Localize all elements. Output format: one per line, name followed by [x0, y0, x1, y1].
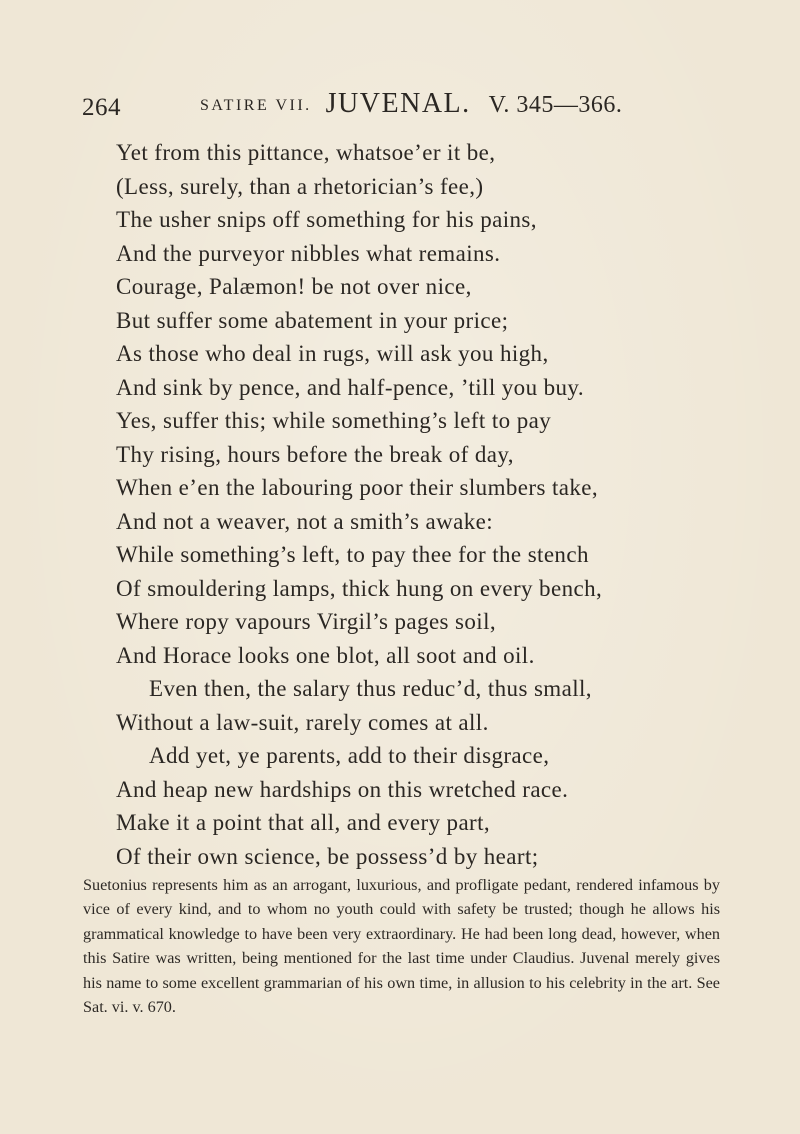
verse-line: When e’en the labouring poor their slumbers take, [116, 475, 599, 500]
verse-line: Courage, Palæmon! be not over nice, [116, 274, 472, 299]
footnote: Suetonius represents him as an arrogant, luxurious, and profligate pedant, rendered infamous by vice of every kind, and to whom no youth could with safety be trusted; though he allows his grammatical knowledge to have been very extraordinary. He had been long dead, however, when this Satire was written, being mentioned for the last time under Claudius. Juvenal merely gives his name to some excellent grammarian of his own time, in allusion to his celebrity in the art. See Sat. vi. v. 670. [83, 876, 720, 1017]
verse-line: (Less, surely, than a rhetorician’s fee,) [116, 173, 484, 199]
verse-line: And not a weaver, not a smith’s awake: [116, 508, 494, 534]
author-name: JUVENAL. [325, 88, 471, 119]
verse-line: Make it a point that all, and every part, [116, 810, 491, 835]
verse-line: While something’s left, to pay thee for the stench [116, 542, 589, 567]
verse-line: Thy rising, hours before the break of day, [116, 441, 514, 467]
verse-line: Where ropy vapours Virgil’s pages soil, [116, 609, 497, 634]
running-head [82, 88, 722, 128]
verse-line: As those who deal in rugs, will ask you high, [116, 341, 549, 366]
verse-line: But suffer some abatement in your price; [116, 307, 509, 333]
page-number: 264 [82, 94, 121, 121]
verse-line: And Horace looks one blot, all soot and oil. [116, 642, 535, 668]
verse-line: And heap new hardships on this wretched race. [116, 776, 569, 802]
verse-line: Add yet, ye parents, add to their disgrace, [149, 743, 550, 768]
verse-line: And sink by pence, and half-pence, ’till you buy. [116, 374, 584, 400]
verse-line: Of smouldering lamps, thick hung on every bench, [116, 575, 603, 601]
verse-line: Yet from this pittance, whatsoe’er it be, [116, 140, 496, 165]
verse-line: Even then, the salary thus reduc’d, thus small, [149, 676, 592, 701]
verse-range: V. 345—366. [488, 92, 623, 118]
verse-line: The usher snips off something for his pains, [116, 207, 537, 232]
verse-line: Without a law-suit, rarely comes at all. [116, 709, 489, 735]
verse-line: Yes, suffer this; while something’s left to pay [116, 408, 552, 433]
verse-line: Of their own science, be possess’d by heart; [116, 843, 539, 869]
verse-line: And the purveyor nibbles what remains. [116, 240, 501, 266]
satire-number: SATIRE VII. [200, 97, 312, 114]
head-title [200, 88, 622, 120]
